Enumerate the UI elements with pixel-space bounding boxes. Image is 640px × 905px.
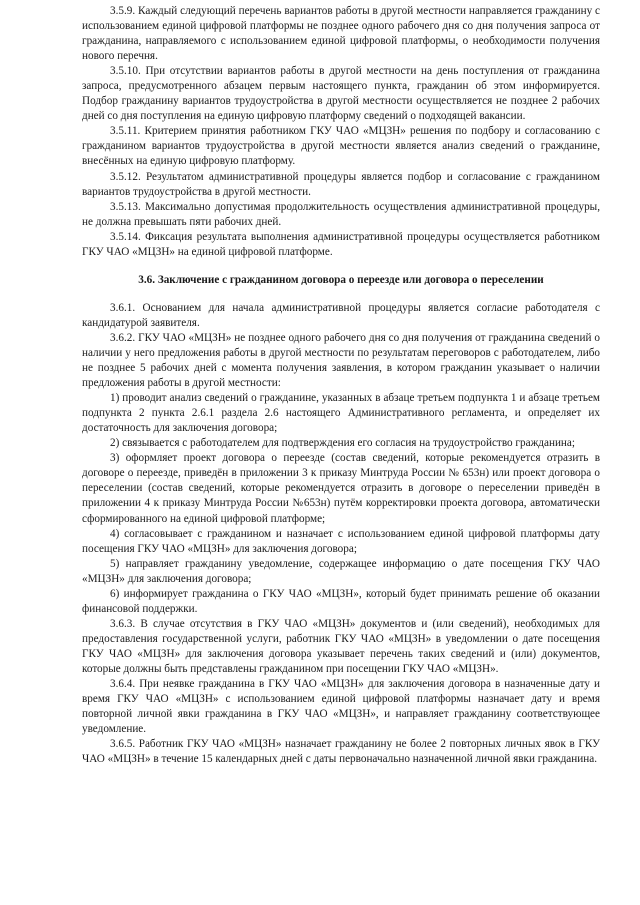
paragraph-3-6-4: 3.6.4. При неявке гражданина в ГКУ ЧАО «МЦЗН» для заключения договора в назначенные дату и время ГКУ ЧАО «МЦЗН» с использованием единой цифровой платформы назначает дату и время повторной личной явки гражданина в ГКУ ЧАО «МЦЗН», и направляет гражданину соответствующее уведомление. <box>82 678 600 736</box>
paragraph-3-5-14: 3.5.14. Фиксация результата выполнения административной процедуры осуществляется работником ГКУ ЧАО «МЦЗН» на единой цифровой платформе. <box>82 230 600 258</box>
paragraph-3-6-1: 3.6.1. Основанием для начала административной процедуры является согласие работодателя с кандидатурой заявителя. <box>82 301 600 329</box>
paragraph-3-6-3: 3.6.3. В случае отсутствия в ГКУ ЧАО «МЦЗН» документов и (или сведений), необходимых для предоставления государственной услуги, работник ГКУ ЧАО «МЦЗН» в уведомлении о дате посещения ГКУ ЧАО «МЦЗН» для заключения договора указывает перечень таких сведений и (или) документов, которые должны быть представлены гражданином при посещении ГКУ ЧАО «МЦЗН». <box>82 617 600 675</box>
list-item-3: 3) оформляет проект договора о переезде (состав сведений, которые рекомендуется отразить в договоре о переезде, приведён в приложении 3 к приказу Минтруда России № 653н) или проект договора о переселении (состав сведений, которые рекомендуется отразить в договоре о переселении приведён в приложении 4 к приказу Минтруда России №653н) путём корректировки проекта договора, автоматически сформированного на единой цифровой платформе; <box>82 452 600 525</box>
paragraph-3-5-9: 3.5.9. Каждый следующий перечень вариантов работы в другой местности направляется гражданину с использованием единой цифровой платформы не позднее одного рабочего дня со дня получения запроса от гражданина, направляемого с использованием единой цифровой платформы, о необходимости получения нового перечня. <box>82 5 600 63</box>
paragraph-3-6-5: 3.6.5. Работник ГКУ ЧАО «МЦЗН» назначает гражданину не более 2 повторных личных явок в ГКУ ЧАО «МЦЗН» в течение 15 календарных дней с даты первоначально назначенной личной явки гражданина. <box>82 738 600 766</box>
list-item-4: 4) согласовывает с гражданином и назначает с использованием единой цифровой платформы дату посещения ГКУ ЧАО «МЦЗН» для заключения договора; <box>82 527 600 555</box>
list-item-2: 2) связывается с работодателем для подтверждения его согласия на трудоустройство гражданина; <box>110 437 575 450</box>
paragraph-3-5-12: 3.5.12. Результатом административной процедуры является подбор и согласование с гражданином вариантов трудоустройства в другой местности. <box>82 170 600 198</box>
paragraph-3-5-11: 3.5.11. Критерием принятия работником ГКУ ЧАО «МЦЗН» решения по подбору и согласованию с гражданином вариантов трудоустройства в другой местности является анализ сведений о гражданине, внесённых на единую цифровую платформу. <box>82 125 600 168</box>
list-item-1: 1) проводит анализ сведений о гражданине, указанных в абзаце третьем подпункта 1 и абзаце третьем подпункта 2 пункта 2.6.1 раздела 2.6 настоящего Административного регламента, и определяет их достаточность для заключения договора; <box>82 392 600 435</box>
list-item-6: 6) информирует гражданина о ГКУ ЧАО «МЦЗН», который будет принимать решение об оказании финансовой поддержки. <box>82 587 600 615</box>
list-item-5: 5) направляет гражданину уведомление, содержащее информацию о дате посещения ГКУ ЧАО «МЦЗН» для заключения договора; <box>82 557 600 585</box>
paragraph-3-6-2: 3.6.2. ГКУ ЧАО «МЦЗН» не позднее одного рабочего дня со дня получения от гражданина сведений о наличии у него предложения работы в другой местности по результатам переговоров с работодателем, либо не позднее 5 рабочих дней с момента получения заявления, в котором гражданин указывает о наличии предложения работы в другой местности: <box>82 331 600 390</box>
paragraph-3-5-13: 3.5.13. Максимально допустимая продолжительность осуществления административной процедуры, не должна превышать пяти рабочих дней. <box>82 200 600 228</box>
paragraph-3-5-10: 3.5.10. При отсутствии вариантов работы в другой местности на день поступления от гражданина запроса, предусмотренного абзацем первым настоящего пункта, гражданин об этом информируется. Подбор гражданину вариантов трудоустройства в другой местности осуществляется не позднее 2 рабочих дней со дня поступления на единую цифровую платформу сведений о подходящей вакансии. <box>82 65 600 123</box>
section-title: 3.6. Заключение с гражданином договора о переезде или договора о переселении <box>138 273 544 286</box>
